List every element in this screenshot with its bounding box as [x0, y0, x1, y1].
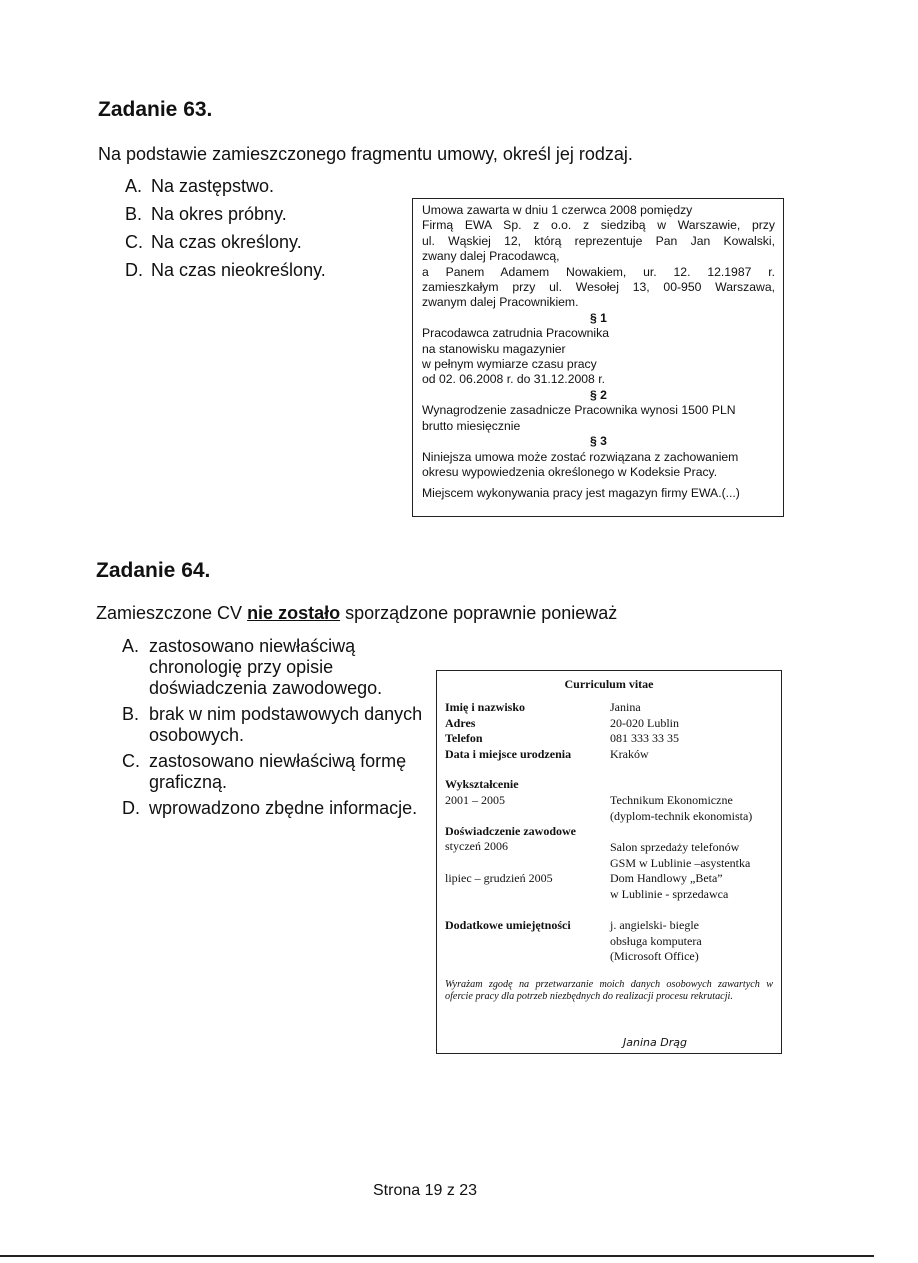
contract-line: Pracodawca zatrudnia Pracownika	[422, 326, 609, 341]
cv-experience-date: styczeń 2006	[445, 839, 508, 853]
contract-line: okresu wypowiedzenia określonego w Kodeksie Pracy.	[422, 464, 718, 479]
bottom-rule	[0, 1255, 874, 1257]
contract-excerpt-box	[412, 198, 784, 517]
contract-closing: Miejscem wykonywania pracy jest magazyn firmy EWA.(...)	[422, 486, 740, 501]
task63-option-d[interactable]: D. Na czas nieokreślony.	[125, 260, 326, 280]
section-3-heading: § 3	[590, 434, 607, 449]
task63-option-b[interactable]: B. Na okres próbny.	[125, 204, 287, 224]
task64-option-b[interactable]: B. brak w nim podstawowych danych osobowych.	[122, 704, 423, 745]
task64-option-c[interactable]: C. zastosowano niewłaściwą formę graficzną.	[122, 751, 407, 792]
task64-option-a[interactable]: A. zastosowano niewłaściwą chronologię przy opisie doświadczenia zawodowego.	[122, 636, 383, 698]
contract-line: ul. Wąskiej 12, którą reprezentuje Pan Jan Kowalski,	[422, 233, 775, 248]
cv-education-years: 2001 – 2005	[445, 793, 505, 807]
task63-question: Na podstawie zamieszczonego fragmentu umowy, określ jej rodzaj.	[98, 144, 633, 164]
contract-line: Umowa zawarta w dniu 1 czerwca 2008 pomiędzy	[422, 203, 693, 217]
task63-options	[125, 172, 326, 284]
contract-line: zamieszkałym przy ul. Wesołej 13, 00-950 Warszawa,	[422, 280, 775, 295]
task63-option-c[interactable]: C. Na czas określony.	[125, 232, 302, 252]
contract-line: Firmą EWA Sp. z o.o. z siedzibą w Warszawie, przy	[422, 218, 775, 233]
section-1-heading: § 1	[590, 310, 607, 325]
contract-line: od 02. 06.2008 r. do 31.12.2008 r.	[422, 372, 605, 387]
task63-option-a[interactable]: A. Na zastępstwo.	[125, 176, 275, 196]
contract-line: Niniejsza umowa może zostać rozwiązana z zachowaniem	[422, 449, 739, 464]
cv-experience-date: lipiec – grudzień 2005	[445, 871, 553, 885]
cv-skills-label: Dodatkowe umiejętności	[445, 918, 571, 932]
cv-experience-desc: Dom Handlowy „Beta” w Lublinie - sprzedawca	[610, 871, 729, 901]
cv-experience-label: Doświadczenie zawodowe	[445, 824, 576, 838]
contract-line: zwanym dalej Pracownikiem.	[422, 295, 579, 310]
contract-line: w pełnym wymiarze czasu pracy	[422, 357, 597, 372]
task64-heading: Zadanie 64.	[96, 559, 211, 582]
contract-line: Wynagrodzenie zasadnicze Pracownika wynosi 1500 PLN	[422, 403, 736, 418]
cv-personal-values: Janina 20-020 Lublin 081 333 33 35 Kraków	[610, 700, 679, 761]
task64-question: Zamieszczone CV nie zostało sporządzone poprawnie ponieważ	[96, 603, 618, 623]
emphasis-not: nie zostało	[247, 603, 341, 623]
cv-skills: j. angielski- biegle obsługa komputera (Microsoft Office)	[610, 918, 702, 964]
cv-experience-desc: Salon sprzedaży telefonów GSM w Lublinie –asystentka	[610, 840, 751, 870]
cv-education-label: Wykształcenie	[445, 777, 519, 791]
cv-title: Curriculum vitae	[564, 677, 654, 691]
section-2-heading: § 2	[590, 387, 607, 402]
task63-heading: Zadanie 63.	[98, 98, 213, 121]
cv-consent-clause: Wyrażam zgodę na przetwarzanie moich danych osobowych zawartych w ofercie pracy dla potrzeb niezbędnych do realizacji procesu rekrutacji.	[445, 979, 773, 1003]
contract-line: zwany dalej Pracodawcą,	[422, 249, 560, 264]
cv-signature: Janina Drąg	[623, 1036, 687, 1049]
contract-line: brutto miesięcznie	[422, 418, 521, 433]
contract-line: a Panem Adamem Nowakiem, ur. 12. 12.1987 r.	[422, 264, 775, 279]
cv-box	[436, 670, 782, 1054]
cv-personal-labels: Imię i nazwisko Adres Telefon Data i miejsce urodzenia	[445, 700, 572, 761]
page-number: Strona 19 z 23	[373, 1182, 478, 1199]
contract-line: na stanowisku magazynier	[422, 341, 566, 356]
cv-education-school: Technikum Ekonomiczne (dyplom-technik ekonomista)	[610, 793, 753, 823]
task64-option-d[interactable]: D. wprowadzono zbędne informacje.	[122, 798, 418, 818]
